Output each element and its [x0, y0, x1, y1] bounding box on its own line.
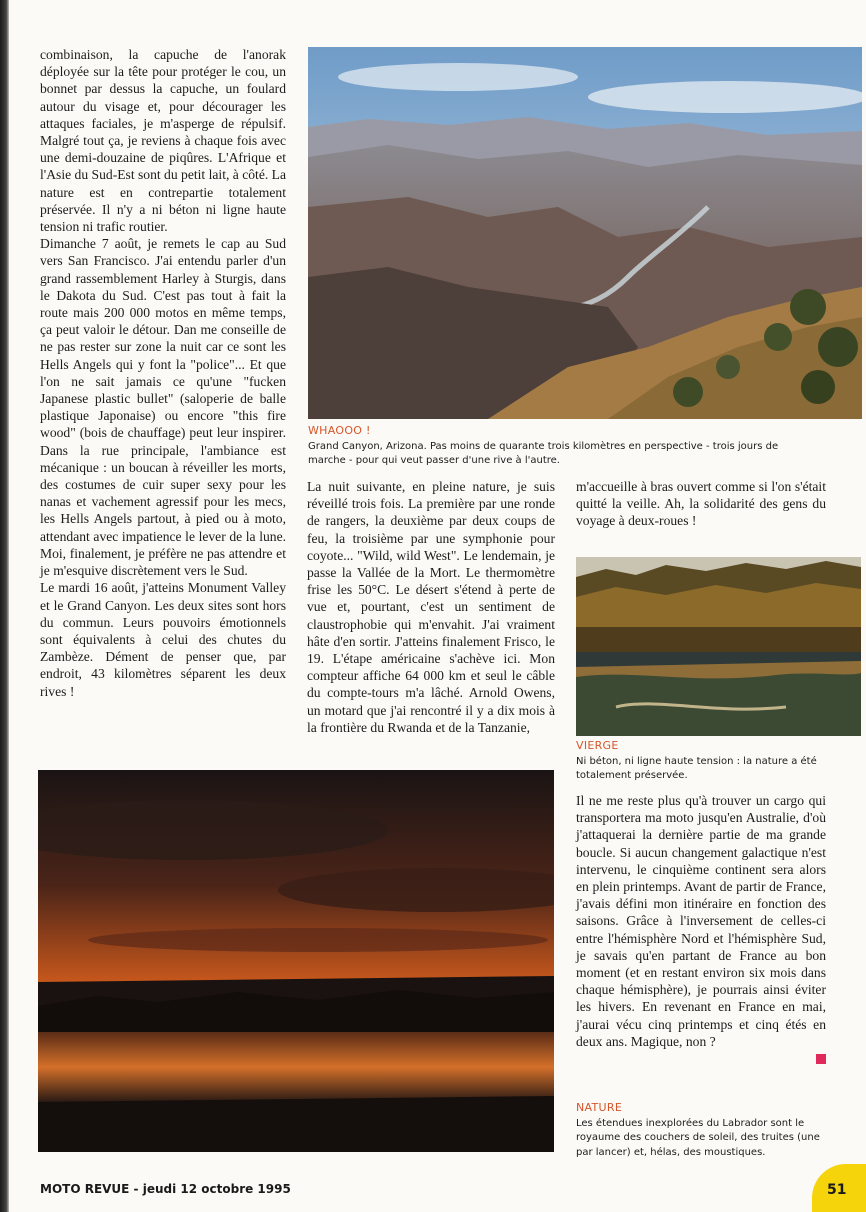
article-end-mark — [816, 1054, 826, 1064]
forest-river-photo — [576, 557, 861, 736]
sunset-caption — [576, 1101, 838, 1160]
article-column-2 — [307, 478, 555, 736]
labrador-sunset-photo — [38, 770, 554, 1152]
article-column-3-top — [576, 478, 826, 530]
article-paragraph: Dimanche 7 août, je remets le cap au Sud vers San Francisco. J'ai entendu parler d'un grand rassemblement Harley à Sturgis, dans le Dakota du Sud. C'est pas tout à fait la route mais 200 000 motos en même temps, ça peut valoir le détour. Dan me conseille de ne pas rester sur zone la nuit car ce sont les Hells Angels qui y font la "police"... Et que l'on ne sait jamais ce qu'une "fucken Japanese plastic bullet" (saloperie de balle plastique Japonaise) ou encore "this fire wood" (bois de chauffage) peut leur inspirer. Dans la rue principale, l'ambiance est mécanique : un boucan à réveiller les morts, des costumes de cuir super sexy pour les nanas et vachement agressif pour les mecs, les Hells Angels partout, à pied ou à moto, attendant avec impatience le lever de la lune. Moi, finalement, je préfère ne pas attendre et je m'esquive discrètement vers le Sud. — [40, 236, 286, 579]
caption-text: Ni béton, ni ligne haute tension : la nature a été totalement préservée. — [576, 755, 817, 781]
page-number: 51 — [827, 1182, 847, 1198]
article-paragraph: Le mardi 16 août, j'atteins Monument Valley et le Grand Canyon. Les deux sites sont hors du commun. Leurs pouvoirs émotionnels sont équivalents à celui des chutes du Zambèze. Dément de penser que, par endroit, 43 kilomètres séparent les deux rives ! — [40, 580, 286, 699]
caption-label: WHAOOO ! — [308, 424, 371, 437]
article-paragraph: Il ne me reste plus qu'à trouver un cargo qui transportera ma moto jusqu'en Australie, d'où j'attaquerai la dernière partie de ma grande boucle. Si aucun changement galactique n'est intervenu, le cinquième continent sera alors en plein printemps. Avant de partir de France, j'avais défini mon itinéraire en fonction des saisons. Grâce à l'inversement de celles-ci entre l'hémisphère Nord et l'hémisphère Sud, je savais qu'en partant de France au bon moment (et en restant environ six mois dans chaque hémisphère), je pourrais ainsi éviter les hivers. En revenant en France en mai, j'aurai vécu cinq printemps et cinq étés en deux ans. Magique, non ? — [576, 793, 826, 1049]
caption-text: Grand Canyon, Arizona. Pas moins de quarante trois kilomètres en perspective - trois jours de marche - pour qui veut passer d'une rive à l'autre. — [308, 440, 779, 466]
article-paragraph: m'accueille à bras ouvert comme si l'on s'était quitté la veille. Ah, la solidarité des gens du voyage à deux-roues ! — [576, 479, 826, 529]
caption-text: Les étendues inexplorées du Labrador sont le royaume des couchers de soleil, des truites (une par lancer) et, hélas, des moustiques. — [576, 1117, 820, 1158]
page-binding-edge — [0, 0, 9, 1212]
footer-publication: MOTO REVUE - jeudi 12 octobre 1995 — [40, 1182, 291, 1196]
grand-canyon-caption — [308, 424, 788, 469]
caption-label: VIERGE — [576, 739, 619, 752]
grand-canyon-photo — [308, 47, 862, 419]
article-paragraph: La nuit suivante, en pleine nature, je suis réveillé trois fois. La première par une ronde de rangers, la deuxième par deux coups de feu, la troisième par une symphonie pour coyote... "Wild, wild West". Le lendemain, je passe la Vallée de la Mort. Le thermomètre frise les 50°C. Le désert s'étend à perte de vue et, pourtant, c'est un sentiment de claustrophobie qui m'envahit. J'ai vraiment hâte d'en sortir. J'atteins finalement Frisco, le 19. L'étape américaine s'achève ici. Mon compteur affiche 64 000 km et seul le câble du compte-tours m'a lâché. Arnold Owens, un motard que j'ai rencontré il y a dix mois à la frontière du Rwanda et de la Tanzanie, — [307, 479, 555, 735]
article-column-3-bottom — [576, 792, 826, 1064]
article-column-1 — [40, 46, 286, 700]
caption-label: NATURE — [576, 1101, 623, 1114]
article-paragraph: combinaison, la capuche de l'anorak déployée sur la tête pour protéger le cou, un bonnet par dessus la capuche, un foulard autour du visage et, pour décourager les attaques faciales, je m'asperge de répulsif. Malgré tout ça, je reviens à chaque fois avec une demi-douzaine de piqûres. L'Afrique et l'Asie du Sud-Est sont du petit lait, à côté. La nature est en contrepartie totalement préservée. Il n'y a ni béton ni ligne haute tension ni trafic routier. — [40, 47, 286, 235]
page-number-tab — [812, 1164, 866, 1212]
forest-caption — [576, 739, 838, 784]
